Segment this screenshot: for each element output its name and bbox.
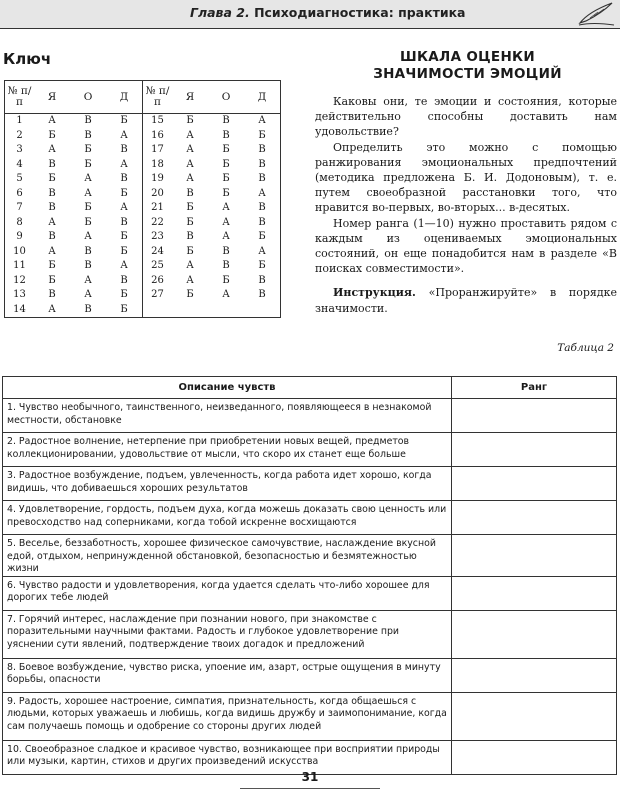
- key-cell: Б: [48, 260, 56, 272]
- key-row: [5, 201, 281, 216]
- feeling-description: 1. Чувство необычного, таинственного, неизведанного, появляющееся в незнакомой местности, обстановке: [3, 399, 452, 433]
- key-cell: Б: [186, 245, 194, 257]
- key-cell: В: [84, 260, 92, 272]
- feeling-description: 2. Радостное волнение, нетерпение при приобретении новых вещей, предметов коллекционировании, удовольствие от мысли, что скоро их станет еще больше: [3, 433, 452, 467]
- key-cell: А: [48, 245, 56, 257]
- key-cell: В: [258, 158, 266, 170]
- key-cell: А: [258, 115, 266, 127]
- key-col-ya-2: Я: [172, 81, 208, 114]
- key-cell: В: [120, 216, 128, 228]
- table-row: [3, 740, 617, 774]
- rank-cell[interactable]: [452, 467, 617, 501]
- key-cell: А: [186, 260, 194, 272]
- key-cell: А: [84, 231, 92, 243]
- key-item-number: 24: [143, 245, 173, 260]
- key-col-o: О: [70, 81, 106, 114]
- key-col-number-2: № п/п: [143, 81, 173, 114]
- emotions-ranking-table: [2, 376, 617, 775]
- key-item-number: 7: [16, 202, 23, 214]
- key-cell: Б: [120, 289, 128, 301]
- key-cell: Б: [84, 216, 92, 228]
- table-row: [3, 535, 617, 577]
- key-cell: В: [120, 173, 128, 185]
- rank-cell[interactable]: [452, 658, 617, 692]
- key-cell: В: [120, 144, 128, 156]
- key-cell: Б: [186, 115, 194, 127]
- ranking-header-row: [3, 377, 617, 399]
- rank-cell[interactable]: [452, 576, 617, 610]
- key-cell: В: [258, 173, 266, 185]
- key-item-number: 9: [16, 231, 23, 243]
- feeling-description: 4. Удовлетворение, гордость, подъем духа, когда можешь доказать свою ценность или превосходство над соперниками, когда тобой искренне восхищаются: [3, 501, 452, 535]
- key-cell: В: [222, 260, 230, 272]
- key-item-number: 6: [16, 187, 23, 199]
- key-row: [5, 158, 281, 173]
- page-number: 31: [301, 770, 319, 784]
- key-item-number: 27: [143, 288, 173, 303]
- key-cell: В: [48, 158, 56, 170]
- key-cell: В: [258, 274, 266, 286]
- col-description-header: Описание чувств: [3, 377, 452, 399]
- key-cell: В: [48, 289, 56, 301]
- key-item-number: 13: [13, 289, 26, 301]
- key-col-o-2: О: [208, 81, 244, 114]
- key-cell: А: [222, 289, 230, 301]
- key-item-number: 20: [143, 187, 173, 202]
- key-cell: Б: [258, 231, 266, 243]
- scale-title: [315, 49, 620, 83]
- key-cell: А: [186, 144, 194, 156]
- header-chapter: Глава 2.: [190, 5, 250, 20]
- scale-title-line2: ЗНАЧИМОСТИ ЭМОЦИЙ: [373, 66, 562, 82]
- key-cell: Б: [186, 216, 194, 228]
- table-row: [3, 658, 617, 692]
- key-cell: Б: [120, 245, 128, 257]
- key-cell: А: [84, 289, 92, 301]
- key-cell: А: [120, 158, 128, 170]
- key-title: Ключ: [3, 50, 52, 68]
- scale-description: [315, 94, 617, 316]
- key-item-number: 15: [143, 114, 173, 129]
- key-cell: А: [48, 303, 56, 315]
- feeling-description: 9. Радость, хорошее настроение, симпатия, признательность, когда общаешься с людьми, которых уважаешь и любишь, когда видишь дружбу и заимопонимание, когда сам получаешь помощь и одобрение со стороны других людей: [3, 692, 452, 740]
- key-cell: А: [84, 173, 92, 185]
- rank-cell[interactable]: [452, 740, 617, 774]
- key-cell: Б: [222, 187, 230, 199]
- key-cell: А: [84, 187, 92, 199]
- key-cell: В: [84, 245, 92, 257]
- key-cell: В: [258, 289, 266, 301]
- key-cell: А: [186, 274, 194, 286]
- rank-cell[interactable]: [452, 535, 617, 577]
- key-item-number: 23: [143, 230, 173, 245]
- key-row: [5, 114, 281, 129]
- key-item-number: 4: [16, 158, 23, 170]
- key-cell: А: [48, 144, 56, 156]
- instruction-paragraph: [315, 285, 617, 315]
- key-cell: В: [48, 231, 56, 243]
- table-row: [3, 467, 617, 501]
- key-col-d-2: Д: [244, 81, 281, 114]
- key-cell: Б: [84, 144, 92, 156]
- key-cell: Б: [258, 129, 266, 141]
- table-caption: Таблица 2: [557, 342, 614, 354]
- key-row: [5, 230, 281, 245]
- key-cell: Б: [222, 144, 230, 156]
- key-cell: В: [84, 115, 92, 127]
- header-chapter-title: Психодиагностика: практика: [254, 5, 466, 20]
- paragraph-3: Номер ранга (1—10) нужно проставить рядом с каждым из оцениваемых эмоциональных состояний, он еще понадобится нам в разделе «В поисках совместимости».: [315, 216, 617, 276]
- key-cell: А: [84, 274, 92, 286]
- key-cell: А: [48, 216, 56, 228]
- key-cell: [208, 303, 244, 318]
- key-cell: Б: [48, 173, 56, 185]
- table-row: [3, 576, 617, 610]
- feeling-description: 8. Боевое возбуждение, чувство риска, упоение им, азарт, острые ощущения в минуту борьбы, опасности: [3, 658, 452, 692]
- key-cell: [244, 303, 281, 318]
- key-item-number: 26: [143, 274, 173, 289]
- key-cell: А: [222, 216, 230, 228]
- instruction-label: Инструкция.: [333, 286, 416, 300]
- rank-cell[interactable]: [452, 610, 617, 658]
- answer-key-table: [4, 80, 281, 318]
- key-cell: Б: [120, 231, 128, 243]
- key-cell: Б: [222, 158, 230, 170]
- key-row: [5, 216, 281, 231]
- feeling-description: 7. Горячий интерес, наслаждение при познании нового, при знакомстве с поразительными научными фактами. Радость и глубокое удовлетворение при уяснении сути явлений, подтверждение твоих догадок и предложений: [3, 610, 452, 658]
- scale-title-line1: ШКАЛА ОЦЕНКИ: [400, 49, 535, 65]
- key-cell: Б: [222, 274, 230, 286]
- key-cell: А: [258, 245, 266, 257]
- key-cell: А: [258, 187, 266, 199]
- key-item-number: 22: [143, 216, 173, 231]
- key-item-number: 17: [143, 143, 173, 158]
- key-cell: В: [222, 115, 230, 127]
- rank-cell[interactable]: [452, 692, 617, 740]
- key-cell: Б: [48, 129, 56, 141]
- key-row: [5, 172, 281, 187]
- table-row: [3, 501, 617, 535]
- rank-cell[interactable]: [452, 501, 617, 535]
- table-row: [3, 610, 617, 658]
- key-cell: В: [120, 274, 128, 286]
- key-cell: Б: [222, 173, 230, 185]
- key-item-number: 2: [16, 129, 23, 141]
- key-col-ya: Я: [34, 81, 70, 114]
- feeling-description: 5. Веселье, беззаботность, хорошее физическое самочувствие, наслаждение вкусной едой, отдыхом, непринужденной обстановкой, безопасностью и безмятежностью жизни: [3, 535, 452, 577]
- key-row: [5, 245, 281, 260]
- key-item-number: 5: [16, 173, 23, 185]
- key-cell: Б: [120, 115, 128, 127]
- key-item-number: 8: [16, 216, 23, 228]
- key-item-number: 3: [16, 144, 23, 156]
- key-cell: А: [120, 202, 128, 214]
- key-item-number: 11: [13, 260, 26, 272]
- paragraph-2: Определить это можно с помощью ранжирования эмоциональных предпочтений (методика предложена Б. И. Додоновым), т. е. путем своеобразной расстановки того, что нравится во-первых, во-вторых... в-десятых.: [315, 140, 617, 215]
- key-cell: В: [186, 231, 194, 243]
- table-row: [3, 399, 617, 433]
- table-row: [3, 433, 617, 467]
- header-title: [190, 5, 466, 20]
- key-item-number: 21: [143, 201, 173, 216]
- key-cell: В: [48, 202, 56, 214]
- rank-cell[interactable]: [452, 433, 617, 467]
- key-cell: В: [186, 187, 194, 199]
- key-cell: [172, 303, 208, 318]
- footer-rule: [240, 788, 380, 789]
- key-cell: Б: [258, 260, 266, 272]
- key-cell: Б: [120, 187, 128, 199]
- key-header-row: [5, 81, 281, 114]
- key-row: [5, 303, 281, 318]
- quill-icon: [576, 1, 616, 27]
- key-item-number: 12: [13, 274, 26, 286]
- key-cell: А: [120, 129, 128, 141]
- running-header: [0, 0, 620, 29]
- key-row: [5, 288, 281, 303]
- key-cell: В: [222, 245, 230, 257]
- key-item-number: 18: [143, 158, 173, 173]
- key-cell: Б: [186, 289, 194, 301]
- key-cell: Б: [84, 158, 92, 170]
- key-cell: Б: [186, 202, 194, 214]
- key-item-number: 10: [13, 245, 26, 257]
- key-item-number: 16: [143, 129, 173, 144]
- key-item-number: 25: [143, 259, 173, 274]
- key-row: [5, 187, 281, 202]
- key-cell: В: [222, 129, 230, 141]
- key-cell: А: [186, 158, 194, 170]
- key-cell: А: [186, 129, 194, 141]
- key-cell: В: [258, 202, 266, 214]
- key-item-number: 1: [16, 115, 23, 127]
- key-row: [5, 129, 281, 144]
- key-col-d: Д: [106, 81, 143, 114]
- key-cell: В: [84, 303, 92, 315]
- key-cell: А: [120, 260, 128, 272]
- key-cell: А: [222, 202, 230, 214]
- feeling-description: 3. Радостное возбуждение, подъем, увлеченность, когда работа идет хорошо, когда видишь, что добиваешься хороших результатов: [3, 467, 452, 501]
- key-cell: В: [258, 144, 266, 156]
- key-cell: В: [84, 129, 92, 141]
- key-cell: А: [222, 231, 230, 243]
- rank-cell[interactable]: [452, 399, 617, 433]
- table-row: [3, 692, 617, 740]
- key-item-number: 14: [13, 303, 26, 315]
- key-item-number: 19: [143, 172, 173, 187]
- key-cell: В: [48, 187, 56, 199]
- feeling-description: 10. Своеобразное сладкое и красивое чувство, возникающее при восприятии природы или музыки, картин, стихов и других произведений искусства: [3, 740, 452, 774]
- key-row: [5, 143, 281, 158]
- key-row: [5, 274, 281, 289]
- instruction-text: «Проранжируйте» в порядке значимости.: [315, 286, 617, 315]
- key-row: [5, 259, 281, 274]
- key-cell: Б: [84, 202, 92, 214]
- key-cell: А: [186, 173, 194, 185]
- key-cell: Б: [120, 303, 128, 315]
- key-col-number: № п/п: [5, 81, 35, 114]
- key-item-number: [143, 303, 173, 318]
- key-cell: А: [48, 115, 56, 127]
- col-rank-header: Ранг: [452, 377, 617, 399]
- key-cell: Б: [48, 274, 56, 286]
- key-cell: В: [258, 216, 266, 228]
- feeling-description: 6. Чувство радости и удовлетворения, когда удается сделать что-либо хорошее для дорогих тебе людей: [3, 576, 452, 610]
- paragraph-1: Каковы они, те эмоции и состояния, которые действительно способны доставить нам удовольствие?: [315, 95, 617, 139]
